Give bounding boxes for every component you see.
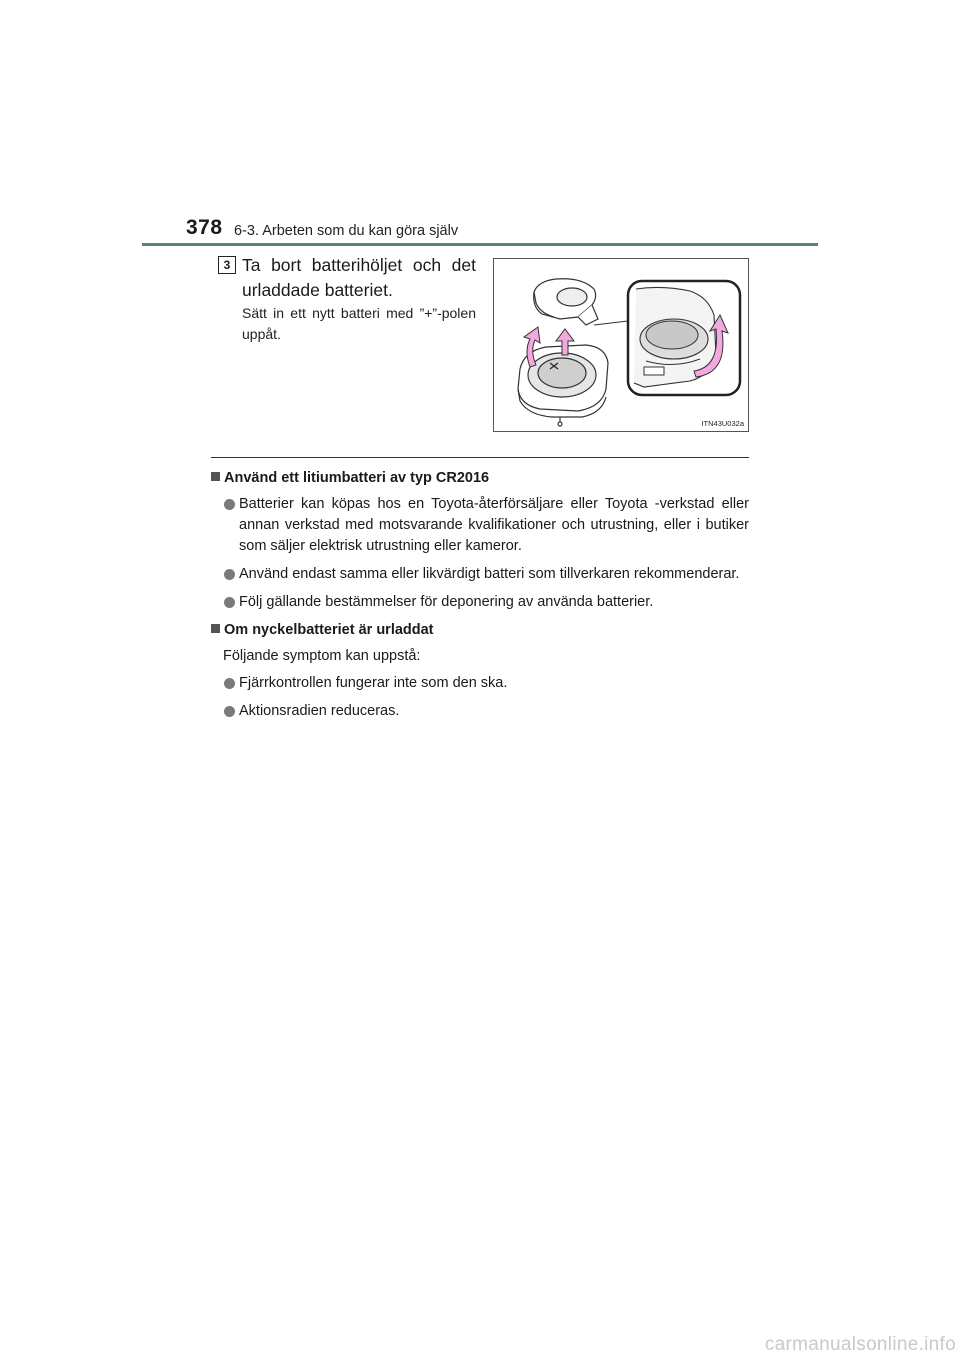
key-fob-battery-drawing (494, 259, 748, 431)
round-bullet-icon (224, 706, 235, 717)
list-item-text: Batterier kan köpas hos en Toyota-återförsäljare eller Toyota -verkstad eller annan verkstad med motsvarande kvalifikationer och utrustning, eller i butiker som säljer elektrisk utrustning eller kameror. (239, 496, 749, 554)
step-note: Sätt in ett nytt batteri med ”+”-polen uppåt. (242, 305, 476, 342)
notes-section (211, 468, 749, 729)
battery-cover-drawing (534, 279, 598, 325)
round-bullet-icon (224, 678, 235, 689)
list-item (211, 564, 749, 585)
list-item-text: Aktionsradien reduceras. (239, 703, 400, 719)
list-item (211, 592, 749, 613)
list-item (211, 494, 749, 557)
list-item-text: Använd endast samma eller likvärdigt batteri som tillverkaren rekommenderar. (239, 566, 740, 582)
figure-id-label: ITN43U032a (701, 419, 744, 428)
symptoms-intro: Följande symptom kan uppstå: (223, 648, 421, 664)
step-heading: Ta bort batterihöljet och det urladdade batteriet. (242, 255, 476, 300)
section-divider (211, 457, 749, 458)
note-heading-battery-type (211, 468, 749, 488)
page-number: 378 (186, 216, 223, 239)
round-bullet-icon (224, 499, 235, 510)
list-item (211, 673, 749, 694)
round-bullet-icon (224, 569, 235, 580)
list-item-text: Följ gällande bestämmelser för deponering av använda batterier. (239, 594, 654, 610)
round-bullet-icon (224, 597, 235, 608)
battery-removal-illustration (493, 258, 749, 432)
list-item (211, 701, 749, 722)
square-bullet-icon (211, 472, 220, 481)
note-heading-battery-empty (211, 620, 749, 640)
square-bullet-icon (211, 624, 220, 633)
header-rule (142, 243, 818, 246)
section-title: 6-3. Arbeten som du kan göra själv (234, 223, 459, 239)
zoom-detail-drawing (628, 281, 740, 395)
watermark: carmanualsonline.info (764, 1334, 956, 1355)
step-number-badge: 3 (218, 256, 236, 274)
list-item-text: Fjärrkontrollen fungerar inte som den ska. (239, 675, 508, 691)
note-heading-text: Använd ett litiumbatteri av typ CR2016 (224, 470, 490, 486)
note-heading-text: Om nyckelbatteriet är urladdat (224, 622, 434, 638)
